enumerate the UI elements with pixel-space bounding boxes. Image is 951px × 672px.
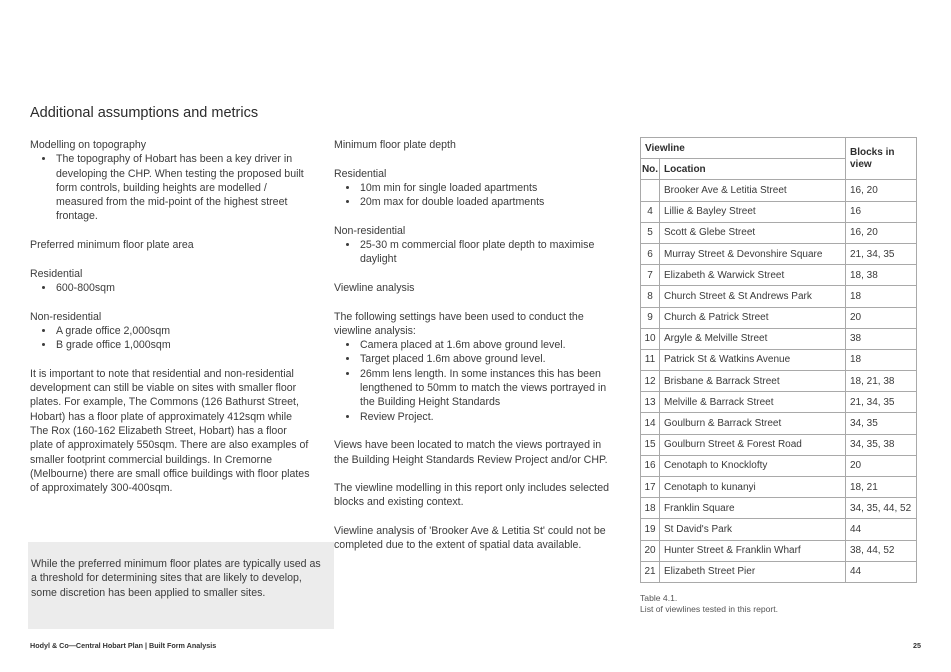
cell-location: Argyle & Melville Street bbox=[660, 328, 846, 349]
table-row bbox=[641, 243, 917, 264]
cell-no: 18 bbox=[641, 498, 660, 519]
table-header-row bbox=[641, 138, 917, 159]
floor-plate-paragraph: It is important to note that residential and non-residential development can still be viable on sites with smaller floor plates. For example, The Commons (126 Bathurst Street, Hobart) has a floor plate of approximately 412sqm while The Rox (160-162 Elizabeth Street, Hobart) has a floor plate of approximately 550sqm. There are also examples of smaller footprint commercial buildings. In Cremorne (Melbourne) there are small office buildings with floor plates of approximately 300-400sqm. bbox=[30, 367, 310, 495]
list-item: • 25-30 m commercial floor plate depth to maximise daylight bbox=[359, 238, 614, 267]
cell-location: Brooker Ave & Letitia Street bbox=[660, 180, 846, 201]
cell-location: Elizabeth & Warwick Street bbox=[660, 265, 846, 286]
cell-no: 12 bbox=[641, 371, 660, 392]
cell-blocks: 34, 35 bbox=[846, 413, 917, 434]
cell-no: 16 bbox=[641, 455, 660, 476]
table-row bbox=[641, 180, 917, 201]
cell-location: Cenotaph to kunanyi bbox=[660, 477, 846, 498]
page-number: 25 bbox=[913, 641, 921, 650]
cell-no: 19 bbox=[641, 519, 660, 540]
cell-no: 14 bbox=[641, 413, 660, 434]
cell-no: 10 bbox=[641, 328, 660, 349]
cell-blocks: 20 bbox=[846, 307, 917, 328]
limitation-paragraph: Viewline analysis of 'Brooker Ave & Letitia St' could not be completed due to the extent of spatial data available. bbox=[334, 525, 606, 552]
cell-location: Elizabeth Street Pier bbox=[660, 561, 846, 582]
cell-blocks: 18, 38 bbox=[846, 265, 917, 286]
cell-blocks: 16, 20 bbox=[846, 180, 917, 201]
cell-blocks: 44 bbox=[846, 561, 917, 582]
list-item: • A grade office 2,000sqm bbox=[55, 324, 310, 338]
table-row bbox=[641, 498, 917, 519]
cell-location: Cenotaph to Knocklofty bbox=[660, 455, 846, 476]
heading-non-residential: Non-residential bbox=[334, 224, 406, 237]
cell-no: 11 bbox=[641, 349, 660, 370]
header-no: No. bbox=[641, 159, 660, 180]
heading-topography: Modelling on topography bbox=[30, 139, 147, 151]
cell-location: Hunter Street & Franklin Wharf bbox=[660, 540, 846, 561]
table-row bbox=[641, 349, 917, 370]
cell-no bbox=[641, 180, 660, 201]
heading-viewline-analysis: Viewline analysis bbox=[334, 281, 415, 294]
cell-no: 21 bbox=[641, 561, 660, 582]
table-row bbox=[641, 222, 917, 243]
cell-no: 5 bbox=[641, 222, 660, 243]
list-item: • The topography of Hobart has been a key driver in developing the CHP. When testing the proposed built form controls, building heights are modelled / measured from the mid-point of the highest street frontage. bbox=[55, 152, 310, 223]
cell-blocks: 18 bbox=[846, 286, 917, 307]
cell-blocks: 38 bbox=[846, 328, 917, 349]
cell-location: Melville & Barrack Street bbox=[660, 392, 846, 413]
table-row bbox=[641, 265, 917, 286]
cell-location: St David's Park bbox=[660, 519, 846, 540]
table-row bbox=[641, 392, 917, 413]
header-blocks-in-view: Blocks in view bbox=[846, 138, 917, 180]
table-row bbox=[641, 455, 917, 476]
cell-location: Patrick St & Watkins Avenue bbox=[660, 349, 846, 370]
cell-location: Murray Street & Devonshire Square bbox=[660, 243, 846, 264]
heading-residential: Residential bbox=[30, 267, 83, 280]
viewline-table-body bbox=[641, 180, 917, 583]
page-title: Additional assumptions and metrics bbox=[30, 105, 259, 121]
settings-list bbox=[334, 338, 614, 424]
cell-location: Scott & Glebe Street bbox=[660, 222, 846, 243]
cell-location: Goulburn Street & Forest Road bbox=[660, 434, 846, 455]
settings-intro: The following settings have been used to conduct the viewline analysis: bbox=[334, 310, 584, 337]
callout-box bbox=[28, 542, 334, 629]
residential-depth-list bbox=[334, 181, 614, 210]
table-row bbox=[641, 371, 917, 392]
list-item: • Camera placed at 1.6m above ground level. bbox=[359, 338, 614, 352]
cell-blocks: 21, 34, 35 bbox=[846, 392, 917, 413]
cell-blocks: 18, 21 bbox=[846, 477, 917, 498]
list-item: • Review Project. bbox=[359, 410, 614, 424]
cell-blocks: 34, 35, 44, 52 bbox=[846, 498, 917, 519]
list-item: • 10m min for single loaded apartments bbox=[359, 181, 614, 195]
cell-no: 7 bbox=[641, 265, 660, 286]
cell-blocks: 18 bbox=[846, 349, 917, 370]
cell-location: Lillie & Bayley Street bbox=[660, 201, 846, 222]
table-row bbox=[641, 519, 917, 540]
cell-blocks: 21, 34, 35 bbox=[846, 243, 917, 264]
cell-blocks: 38, 44, 52 bbox=[846, 540, 917, 561]
table-row bbox=[641, 328, 917, 349]
heading-floor-plate-depth: Minimum floor plate depth bbox=[334, 139, 456, 151]
cell-no: 8 bbox=[641, 286, 660, 307]
table-row bbox=[641, 540, 917, 561]
cell-blocks: 44 bbox=[846, 519, 917, 540]
cell-location: Franklin Square bbox=[660, 498, 846, 519]
caption-number: Table 4.1. bbox=[640, 593, 678, 603]
viewline-table bbox=[640, 137, 917, 583]
table-row bbox=[641, 561, 917, 582]
cell-no: 6 bbox=[641, 243, 660, 264]
footer-title: Hodyl & Co—Central Hobart Plan | Built Form Analysis bbox=[30, 641, 217, 650]
non-residential-list bbox=[30, 324, 310, 353]
list-item: • Target placed 1.6m above ground level. bbox=[359, 352, 614, 366]
heading-preferred-floor-plate: Preferred minimum floor plate area bbox=[30, 239, 194, 252]
list-item: • 26mm lens length. In some instances this has been lengthened to 50mm to match the views portrayed in the Building Height Standards bbox=[359, 367, 614, 410]
cell-blocks: 18, 21, 38 bbox=[846, 371, 917, 392]
column-middle bbox=[334, 138, 614, 553]
header-viewline: Viewline bbox=[641, 138, 846, 159]
list-item: • 600-800sqm bbox=[55, 281, 310, 295]
modelling-paragraph: The viewline modelling in this report only includes selected blocks and existing context. bbox=[334, 482, 609, 509]
cell-no: 4 bbox=[641, 201, 660, 222]
cell-blocks: 34, 35, 38 bbox=[846, 434, 917, 455]
column-left bbox=[30, 138, 310, 495]
topography-list bbox=[30, 152, 310, 223]
cell-blocks: 16, 20 bbox=[846, 222, 917, 243]
cell-location: Church Street & St Andrews Park bbox=[660, 286, 846, 307]
table-row bbox=[641, 477, 917, 498]
cell-blocks: 20 bbox=[846, 455, 917, 476]
heading-residential: Residential bbox=[334, 167, 387, 180]
heading-non-residential: Non-residential bbox=[30, 310, 102, 323]
cell-location: Goulburn & Barrack Street bbox=[660, 413, 846, 434]
cell-blocks: 16 bbox=[846, 201, 917, 222]
residential-list bbox=[30, 281, 310, 295]
cell-no: 17 bbox=[641, 477, 660, 498]
table-row bbox=[641, 413, 917, 434]
header-location: Location bbox=[660, 159, 846, 180]
cell-no: 15 bbox=[641, 434, 660, 455]
list-item: • 20m max for double loaded apartments bbox=[359, 195, 614, 209]
cell-no: 20 bbox=[641, 540, 660, 561]
table-row bbox=[641, 201, 917, 222]
table-row bbox=[641, 434, 917, 455]
table-row bbox=[641, 307, 917, 328]
list-item: • B grade office 1,000sqm bbox=[55, 338, 310, 352]
callout-text: While the preferred minimum floor plates are typically used as a threshold for determining sites that are likely to develop, some discretion has been applied to smaller sites. bbox=[31, 558, 321, 599]
table-caption bbox=[640, 593, 778, 615]
cell-no: 13 bbox=[641, 392, 660, 413]
cell-location: Church & Patrick Street bbox=[660, 307, 846, 328]
cell-no: 9 bbox=[641, 307, 660, 328]
caption-text: List of viewlines tested in this report. bbox=[640, 604, 779, 614]
table-row bbox=[641, 286, 917, 307]
non-residential-depth-list bbox=[334, 238, 614, 267]
views-paragraph: Views have been located to match the views portrayed in the Building Height Standards Review Project and/or CHP. bbox=[334, 439, 608, 466]
cell-location: Brisbane & Barrack Street bbox=[660, 371, 846, 392]
